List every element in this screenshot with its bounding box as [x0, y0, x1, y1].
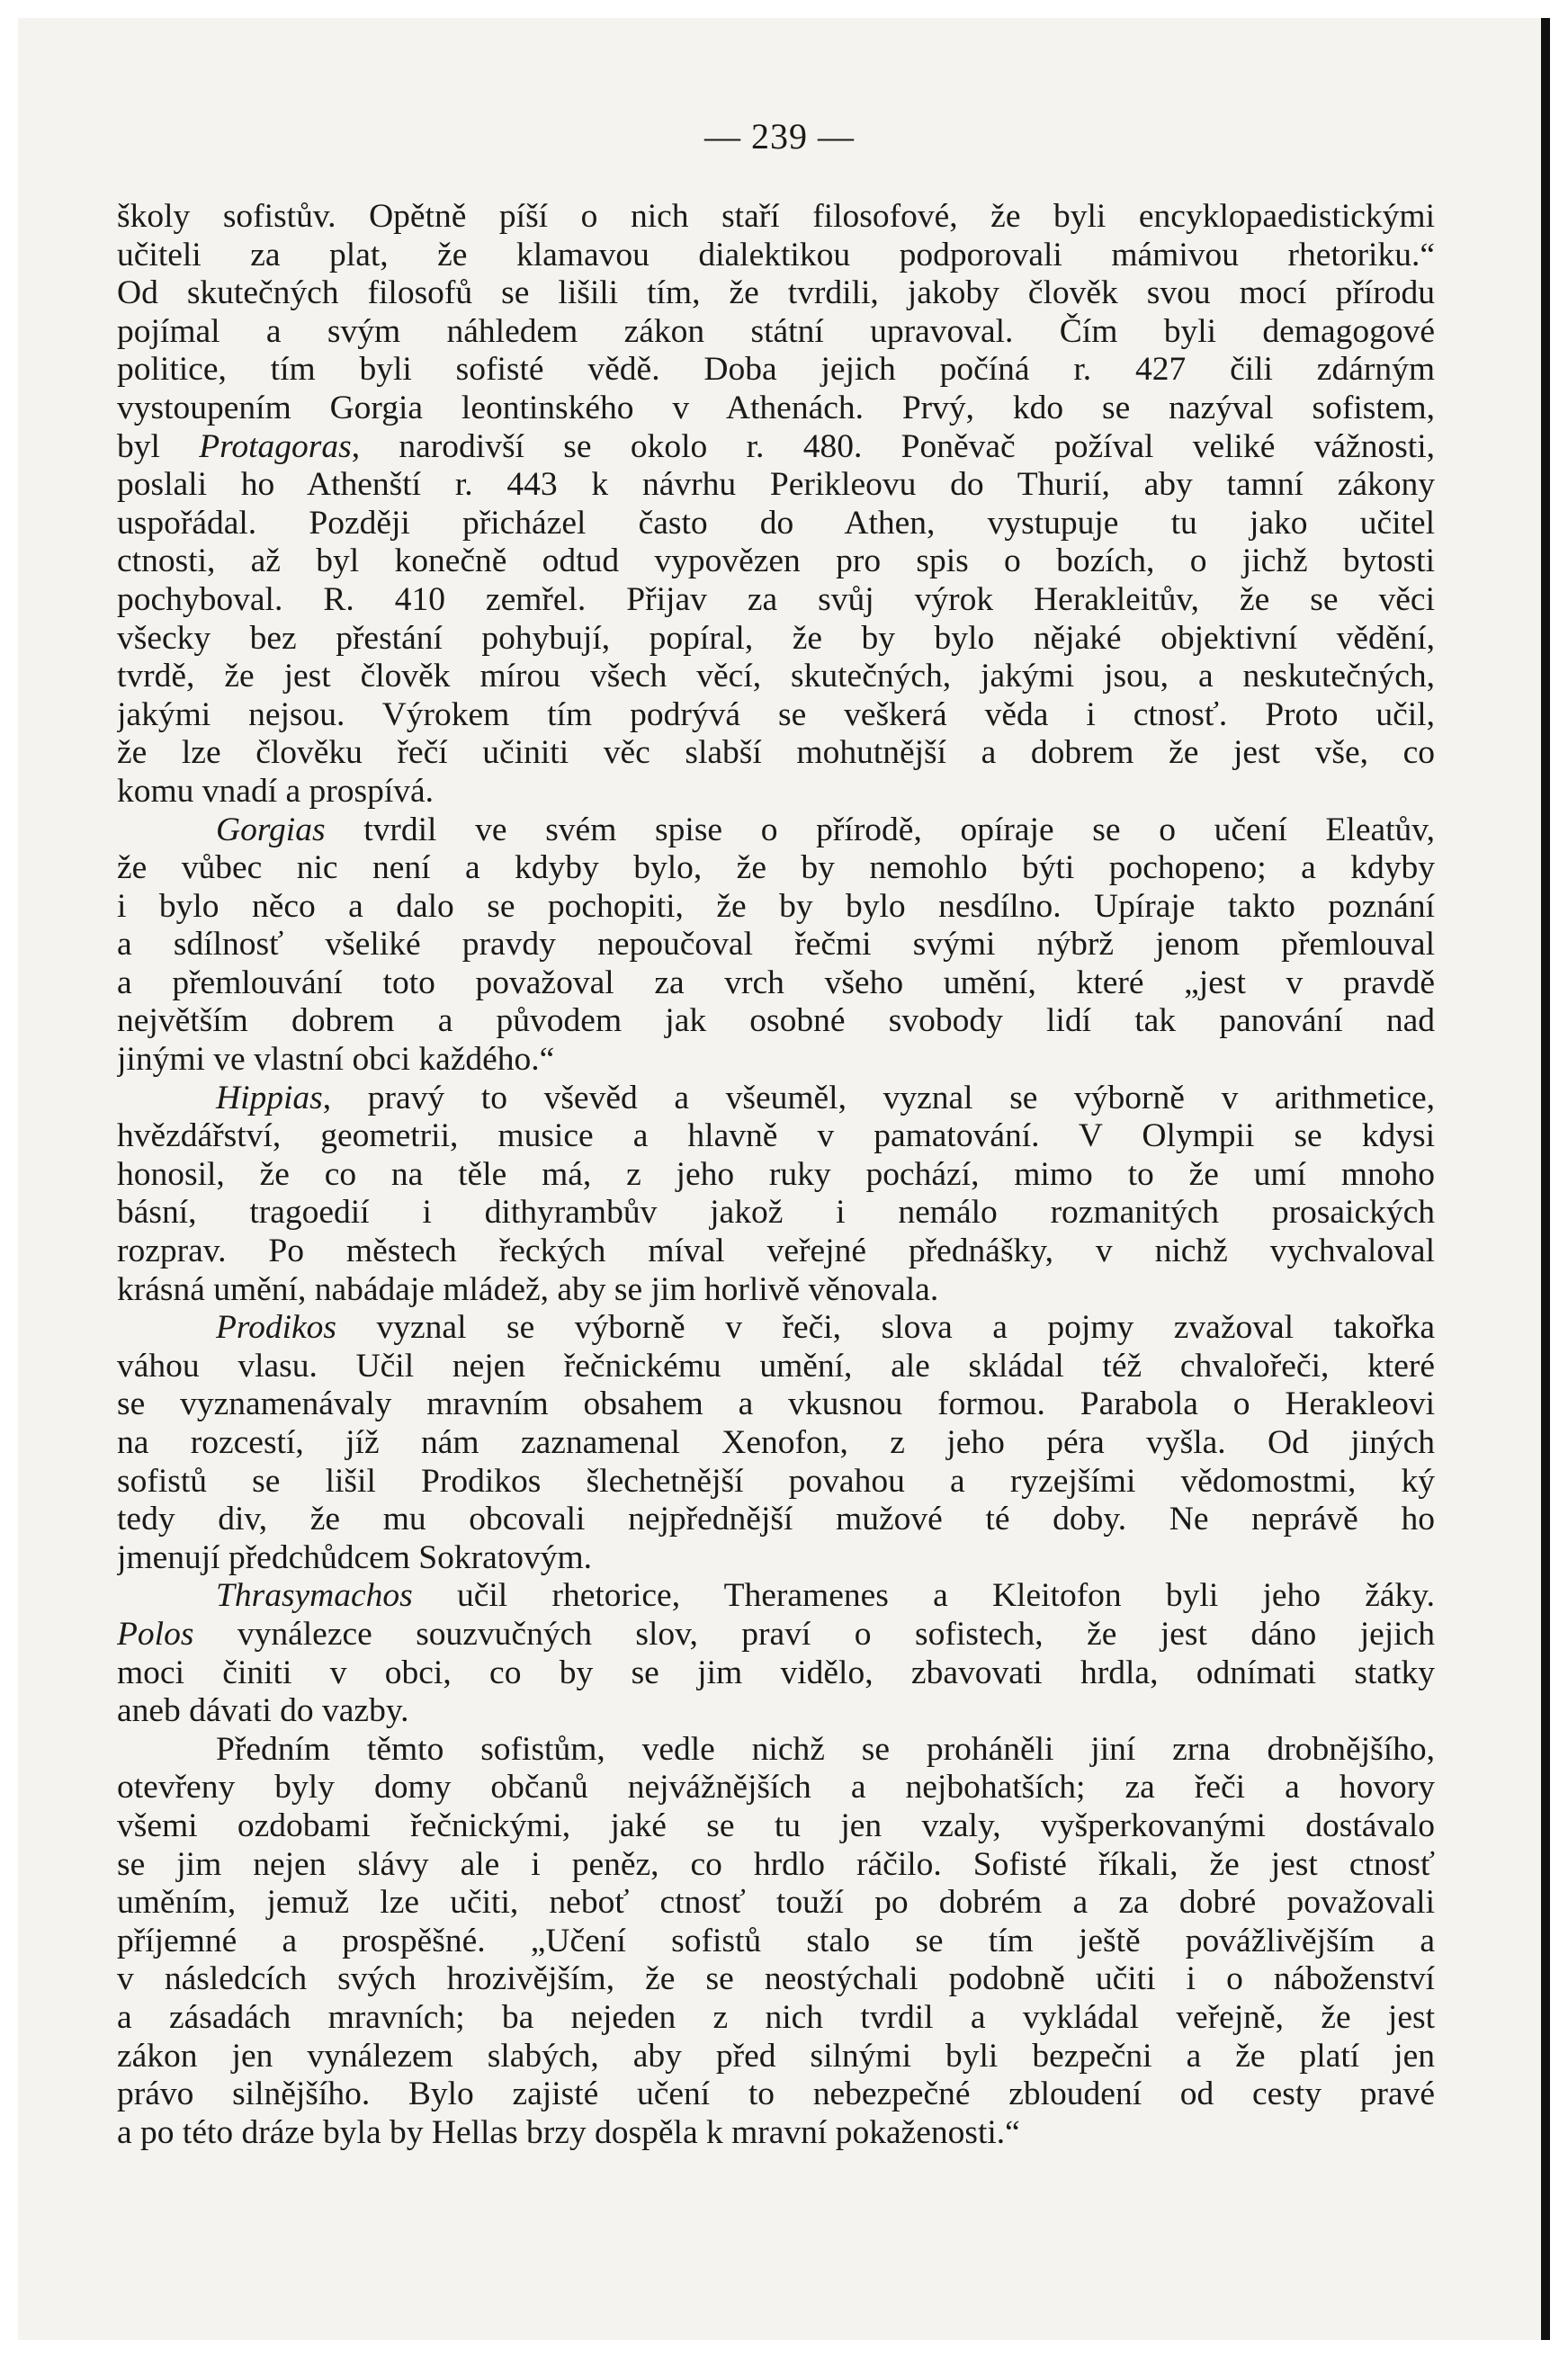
text-line: sofistů se lišil Prodikos šlechetnější povahou a ryzejšími vědomostmi, ký [117, 1462, 1435, 1500]
text-line: Předním těmto sofistům, vedle nichž se proháněli jiní zrna drobnějšího, [216, 1730, 1435, 1768]
text-line: otevřeny byly domy občanů nejvážnějších a nejbohatších; za řeči a hovory [117, 1769, 1435, 1807]
text-line: vystoupením Gorgia leontinského v Athenách. Prvý, kdo se nazýval sofistem, [117, 389, 1435, 426]
text-line: zákon jen vynálezem slabých, aby před silnými byli bezpečni a že platí jen [117, 2037, 1435, 2075]
text-line: honosil, že co na těle má, z jeho ruky pochází, mimo to že umí mnoho [117, 1155, 1435, 1193]
text-line: moci činiti v obci, co by se jim vidělo, zbavovati hrdla, odnímati statky [117, 1654, 1435, 1691]
text-line: politice, tím byli sofisté vědě. Doba jejich počíná r. 427 čili zdárným [117, 351, 1435, 389]
text-line: a zásadách mravních; ba nejeden z nich tvrdil a vykládal veřejně, že jest [117, 1998, 1435, 2036]
text-line: že vůbec nic není a kdyby bylo, že by nemohlo býti pochopeno; a kdyby [117, 849, 1435, 887]
page-number: — 239 — [704, 116, 855, 157]
text-line: v následcích svých hrozivějším, že se neostýchali podobně učiti i o náboženství [117, 1960, 1435, 1998]
text-line: jakými nejsou. Výrokem tím podrývá se veškerá věda i ctnosť. Proto učil, [117, 695, 1435, 733]
text-line: váhou vlasu. Učil nejen řečnickému umění, ale skládal též chvalořeči, které [117, 1347, 1435, 1385]
text-line: i bylo něco a dalo se pochopiti, že by bylo nesdílno. Upíraje takto poznání [117, 887, 1435, 925]
text-line: Polos vynálezce souzvučných slov, praví o sofistech, že jest dáno jejich [117, 1615, 1435, 1653]
text-line: Gorgias tvrdil ve svém spise o přírodě, opíraje se o učení Eleatův, [216, 811, 1435, 848]
text-line: školy sofistův. Opětně píší o nich staří filosofové, že byli encyklopaedistickými [117, 198, 1435, 235]
text-line: a sdílnosť všeliké pravdy nepoučoval řečmi svými nýbrž jenom přemlouval [117, 926, 1435, 964]
text-line: poslali ho Athenští r. 443 k návrhu Perikleovu do Thurií, aby tamní zákony [117, 466, 1435, 504]
italic-name: Protagoras [199, 427, 352, 465]
text-line: a přemlouvání toto považoval za vrch všeho umění, které „jest v pravdě [117, 964, 1435, 1001]
text-line: uměním, jemuž lze učiti, neboť ctnosť touží po dobrém a za dobré považovali [117, 1884, 1435, 1922]
italic-name: Hippias [216, 1079, 323, 1116]
text-line: pojímal a svým náhledem zákon státní upravoval. Čím byli demagogové [117, 312, 1435, 350]
text-line: na rozcestí, jíž nám zaznamenal Xenofon, z jeho péra vyšla. Od jiných [117, 1424, 1435, 1461]
text-line: se jim nejen slávy ale i peněz, co hrdlo ráčilo. Sofisté říkali, že jest ctnosť [117, 1845, 1435, 1883]
text-line: všemi ozdobami řečnickými, jaké se tu jen vzaly, vyšperkovanými dostávalo [117, 1807, 1435, 1844]
text-line: Thrasymachos učil rhetorice, Theramenes a Kleitofon byli jeho žáky. [216, 1577, 1435, 1615]
text-line: se vyznamenávaly mravním obsahem a vkusnou formou. Parabola o Herakleovi [117, 1385, 1435, 1423]
text-line: uspořádal. Později přicházel často do Athen, vystupuje tu jako učitel [117, 504, 1435, 542]
text-line: komu vnadí a prospívá. [117, 772, 435, 810]
text-line: všecky bez přestání pohybují, popíral, že by bylo nějaké objektivní vědění, [117, 619, 1435, 657]
body-text [117, 198, 1435, 2152]
text-line: Hippias, pravý to vševěd a všeuměl, vyznal se výborně v arithmetice, [216, 1079, 1435, 1116]
italic-name: Thrasymachos [216, 1577, 413, 1615]
text-line: rozprav. Po městech řeckých míval veřejné přednášky, v nichž vychvaloval [117, 1233, 1435, 1270]
text-line: že lze člověku řečí učiniti věc slabší mohutnější a dobrem že jest vše, co [117, 734, 1435, 772]
book-page [18, 18, 1550, 2340]
text-line: hvězdářství, geometrii, musice a hlavně v pamatování. V Olympii se kdysi [117, 1117, 1435, 1155]
italic-name: Polos [117, 1615, 194, 1653]
text-line: jmenují předchůdcem Sokratovým. [117, 1538, 593, 1576]
text-line: aneb dávati do vazby. [117, 1692, 409, 1730]
text-line: příjemné a prospěšné. „Učení sofistů stalo se tím ještě povážlivějším a [117, 1922, 1435, 1959]
text-line: Prodikos vyznal se výborně v řeči, slova a pojmy zvažoval takořka [216, 1309, 1435, 1347]
text-line: Od skutečných filosofů se lišili tím, že tvrdili, jakoby člověk svou mocí přírodu [117, 274, 1435, 312]
text-line: byl Protagoras, narodivší se okolo r. 480. Poněvač požíval veliké vážnosti, [117, 427, 1435, 465]
text-line: právo silnějšího. Bylo zajisté učení to nebezpečné zbloudení od cesty pravé [117, 2076, 1435, 2113]
italic-name: Prodikos [216, 1309, 337, 1347]
italic-name: Gorgias [216, 811, 326, 848]
text-line: učiteli za plat, že klamavou dialektikou podporovali mámivou rhetoriku.“ [117, 236, 1435, 273]
text-line: ctnosti, až byl konečně odtud vypovězen pro spis o bozích, o jichž bytosti [117, 542, 1435, 580]
text-line: největším dobrem a původem jak osobné svobody lidí tak panování nad [117, 1002, 1435, 1040]
text-line: pochyboval. R. 410 zemřel. Přijav za svůj výrok Herakleitův, že se věci [117, 580, 1435, 618]
text-line: a po této dráze byla by Hellas brzy dospěla k mravní pokaženosti.“ [117, 2113, 1020, 2151]
text-line: jinými ve vlastní obci každého.“ [117, 1041, 555, 1079]
text-line: tvrdě, že jest člověk mírou všech věcí, skutečných, jakými jsou, a neskutečných, [117, 658, 1435, 695]
text-line: básní, tragoedií i dithyrambův jakož i nemálo rozmanitých prosaických [117, 1194, 1435, 1232]
text-line: tedy div, že mu obcovali nejpřednější mužové té doby. Ne neprávě ho [117, 1501, 1435, 1538]
text-line: krásná umění, nabádaje mládež, aby se jim horlivě věnovala. [117, 1270, 939, 1308]
